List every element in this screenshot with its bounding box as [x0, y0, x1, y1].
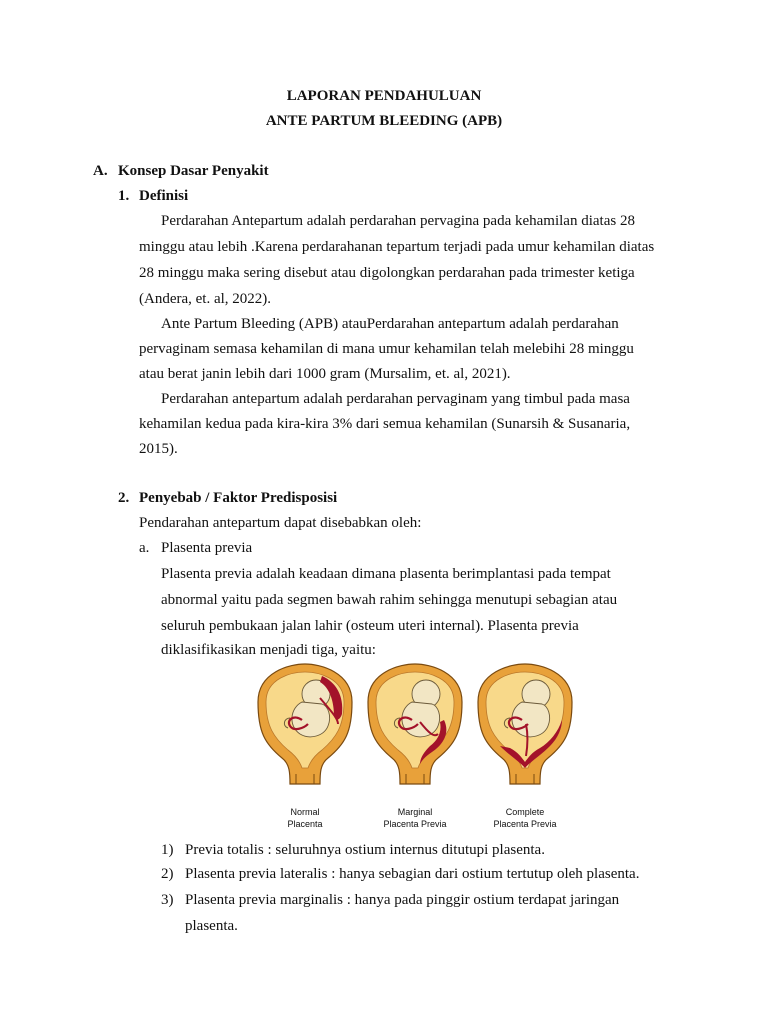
paragraph-line: Perdarahan Antepartum adalah perdarahan pervagina pada kehamilan diatas 28: [161, 213, 635, 229]
section-a-marker: A.: [93, 163, 108, 179]
paragraph-line: diklasifikasikan menjadi tiga, yaitu:: [161, 642, 376, 658]
list-number: 1): [161, 842, 174, 858]
paragraph-line: seluruh pembukaan jalan lahir (osteum uteri internal). Plasenta previa: [161, 618, 579, 634]
paragraph-line: Perdarahan antepartum adalah perdarahan pervaginam yang timbul pada masa: [161, 391, 630, 407]
section-a-heading: Konsep Dasar Penyakit: [118, 163, 269, 179]
list-item: Plasenta previa lateralis : hanya sebagian dari ostium tertutup oleh plasenta.: [185, 866, 640, 882]
placenta-previa-figure: [250, 662, 580, 838]
paragraph-line: Plasenta previa adalah keadaan dimana plasenta berimplantasi pada tempat: [161, 566, 611, 582]
item-a-label: Plasenta previa: [161, 540, 253, 556]
definisi-heading: Definisi: [139, 188, 189, 204]
uterus-marginal: [368, 664, 462, 784]
paragraph-line: 2015).: [139, 441, 178, 457]
paragraph-line: atau berat janin lebih dari 1000 gram (Mursalim, et. al, 2021).: [139, 366, 511, 382]
penyebab-intro: Pendarahan antepartum dapat disebabkan oleh:: [139, 515, 422, 531]
caption-line: Complete: [505, 807, 545, 817]
paragraph-line: minggu atau lebih .Karena perdarahanan tepartum terjadi pada umur kehamilan diatas: [139, 239, 655, 255]
paragraph-line: 28 minggu maka sering disebut atau digolongkan perdarahan pada trimester ketiga: [139, 265, 635, 281]
caption-line: Placenta: [287, 819, 323, 829]
penyebab-heading: Penyebab / Faktor Predisposisi: [139, 490, 338, 506]
list-number: 3): [161, 892, 174, 908]
list-item-continuation: plasenta.: [185, 918, 238, 934]
caption-normal: [260, 806, 350, 830]
caption-line: Placenta Previa: [383, 819, 447, 829]
uterus-complete: [478, 664, 572, 784]
list-item: Plasenta previa marginalis : hanya pada pinggir ostium terdapat jaringan: [185, 892, 620, 908]
caption-line: Normal: [290, 807, 320, 817]
paragraph-line: pervaginam semasa kehamilan di mana umur kehamilan telah melebihi 28 minggu: [139, 341, 634, 357]
definisi-number: 1.: [118, 188, 130, 204]
paragraph-line: (Andera, et. al, 2022).: [139, 291, 272, 307]
item-a-marker: a.: [139, 540, 150, 556]
list-item: Previa totalis : seluruhnya ostium internus ditutupi plasenta.: [185, 842, 545, 858]
caption-marginal: [370, 806, 460, 830]
penyebab-number: 2.: [118, 490, 130, 506]
caption-line: Marginal: [397, 807, 433, 817]
caption-line: Placenta Previa: [493, 819, 557, 829]
uterus-normal: [258, 664, 352, 784]
doc-subtitle: ANTE PARTUM BLEEDING (APB): [265, 113, 503, 129]
caption-complete: [480, 806, 570, 830]
doc-title: LAPORAN PENDAHULUAN: [286, 88, 482, 104]
paragraph-line: Ante Partum Bleeding (APB) atauPerdarahan antepartum adalah perdarahan: [161, 316, 619, 332]
list-number: 2): [161, 866, 174, 882]
paragraph-line: abnormal yaitu pada segmen bawah rahim sehingga menutupi sebagian atau: [161, 592, 618, 608]
paragraph-line: kehamilan kedua pada kira-kira 3% dari semua kehamilan (Sunarsih & Susanaria,: [139, 416, 631, 432]
